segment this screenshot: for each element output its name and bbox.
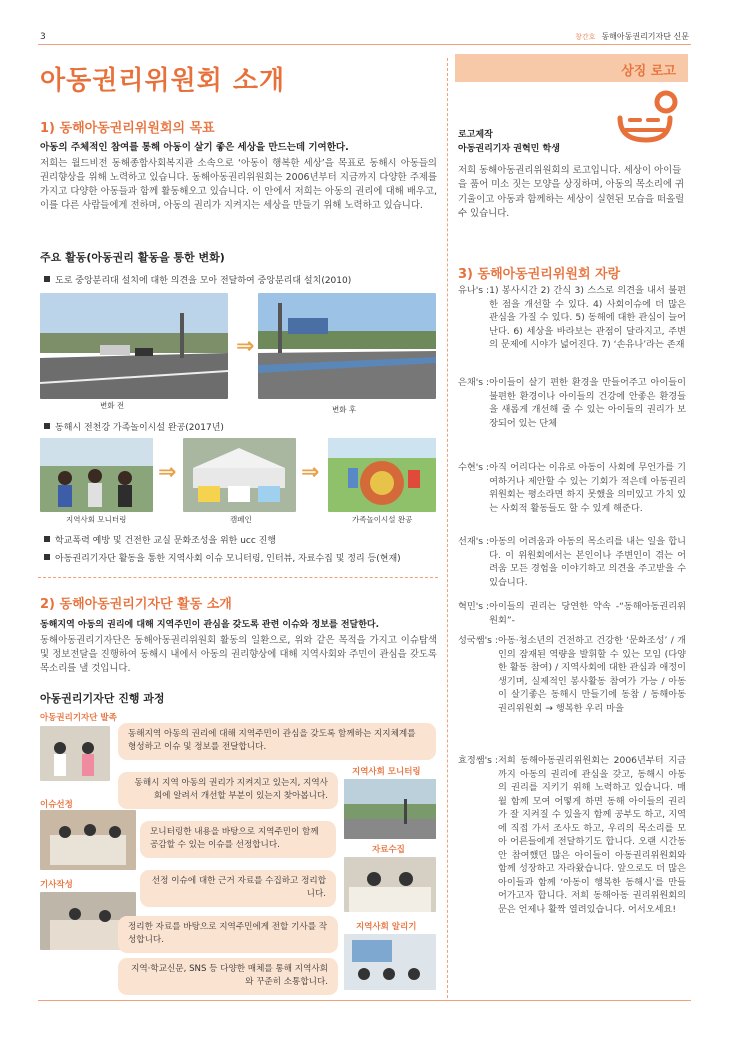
caption-facility: 가족놀이시설 완공 [352,515,413,524]
section-divider [38,577,438,578]
section1-lead: 아동의 주체적인 참여를 통해 아동이 살기 좋은 세상을 만드는데 기여한다. [40,142,349,153]
column-divider [447,58,448,998]
bubble-monitoring: 동해시 지역 아동의 권리가 지켜지고 있는지, 지역사회에 알려서 개선할 부분이 있는지 찾아봅니다. [118,772,338,809]
photo-issue [40,810,136,870]
photo-facility [328,438,436,512]
caption-monitoring: 지역사회 모니터링 [66,515,127,524]
bubble-collect: 선정 이슈에 대한 근거 자료를 수집하고 정리합니다. [140,870,336,907]
arrow-icon: ⇒ [158,460,177,485]
section2-lead: 동해지역 아동의 권리에 대해 지역주민이 관심을 갖도록 관련 이슈와 정보를 전달한다. [40,620,380,630]
photo-monitoring-stage [344,779,436,839]
page-number: 3 [40,32,46,42]
arrow-icon: ⇒ [301,460,320,485]
boast-entry-seongguk: 성국쌤's : 아동·청소년의 건전하고 건강한 ‘문화조성’ / 개인의 잠재된 역량을 발휘할 수 있는 모임 (다양한 활동 참여) / 지역사회에 대한 관심과 애정이 생기며, 실제적인 봉사활동 참여가 가능 / 아동이 살기좋은 동해시 만들기에 동참 / 동해아동권리위원회 → 행복한 우리 마을 [458,635,686,714]
section2-title: 2) 동해아동권리기자단 활동 소개 [40,597,232,612]
bullet-ucc: 학교폭력 예방 및 건전한 교실 문화조성을 위한 ucc 진행 [44,533,276,546]
paper-name [575,31,689,42]
section3-title: 3) 동해아동권리위원회 자랑 [458,267,621,282]
bubble-article: 정리한 자료를 바탕으로 지역주민에게 전할 기사를 작성합니다. [118,916,338,953]
photo-road-before [40,293,228,399]
activities-title: 주요 활동(아동권리 활동을 통한 변화) [40,251,225,264]
process-title: 아동권리기자단 진행 과정 [40,692,165,705]
photo-monitoring [40,438,153,512]
arrow-icon: ⇒ [236,334,255,359]
smile-logo-icon [612,90,688,148]
bullet-median-strip: 도로 중앙분리대 설치에 대한 의견을 모아 전달하여 중앙분리대 설치(2010) [44,273,351,286]
bubble-launch: 동해지역 아동의 권리에 대해 지역주민이 관심을 갖도록 함께하는 지지체계를 형성하고 이슈 및 정보를 전달합니다. [118,723,436,760]
boast-entry-eunchae: 은채's : 아이들이 살기 편한 환경을 만들어주고 아이들이 불편한 환경이나 아이들의 건강에 안좋은 환경들을 새롭게 개선해 줄 수 있는 아이들의 권리가 보장되어 있는 단체 [458,377,686,429]
photo-collect [344,857,436,912]
header-divider [38,44,691,45]
photo-road-after [258,293,436,399]
photo-launch [40,726,110,781]
boast-entry-yuna: 유나's : 1) 봉사시간 2) 간식 3) 스스로 의견을 내서 불편한 점을 개선할 수 있다. 4) 사회이슈에 더 많은 관심을 가질 수 있다. 5) 동해에 대한 관심이 늘어난다. 6) 세상을 바라보는 관점이 달라지고, 주변의 문제에 시야가 넓어진다. 7) ‘손유나’라는 존재 [458,285,686,350]
volume-label: 창간호 [575,33,596,41]
bubble-issue: 모니터링한 내용을 바탕으로 지역주민이 함께 공감할 수 있는 이슈를 선정합니다. [140,821,336,858]
stage-monitoring-label: 지역사회 모니터링 [352,767,421,777]
logo-section-title: 상징 로고 [621,64,676,79]
stage-notify-label: 지역사회 알리기 [356,922,417,932]
boast-entry-seonjae: 선재's : 아동의 어려움과 아동의 목소리를 내는 일을 합니다. 이 위원회에서는 본인이나 주변인이 겪는 어려움 모든 경험을 이야기하고 의견을 주고받을 수 있습니다. [458,536,686,588]
caption-after: 변화 후 [332,405,357,414]
stage-collect-label: 자료수집 [372,845,405,855]
logo-maker: 로고제작 아동권리기자 권혁민 학생 [458,130,560,154]
stage-article-label: 기사작성 [40,880,73,890]
boast-entry-suhyun: 수현's : 아직 어리다는 이유로 아동이 사회에 무언가를 기여하거나 제안할 수 있는 기회가 적은데 아동권리위원회는 평소라면 하지 못했을 의미있고 가치 있는 사회적 활동들도 할 수 있게 해준다. [458,462,686,514]
section1-title: 1) 동해아동권리위원회의 목표 [40,121,215,136]
stage-launch-label: 아동권리기자단 발족 [40,713,117,723]
section1-paragraph: 저희는 월드비전 동해종합사회복지관 소속으로 ‘아동이 행복한 세상’을 목표로 동해시 아동들의 권리향상을 위해 노력하고 있습니다. 동해아동권리위원회는 2006년부터 지금까지 다양한 주제를 가지고 다양한 아동들과 함께 활동해오고 있습니다. 이 안에서 저희는 아동의 권리에 대해 배우고, 이를 다른 사람들에게 전하며, 아동의 권리가 지켜지는 세상을 만들기 위해 노력하고 있습니다. [40,158,437,211]
boast-entry-hyukmin: 혁민's : 아이들의 권리는 당연한 약속 -“동해아동권리위원회”- [458,601,686,626]
boast-entry-hyojeong: 효정쌤's : 저희 동해아동권리위원회는 2006년부터 지금까지 아동의 권리에 관심을 갖고, 동해시 아동의 권리를 지키기 위해 노력하고 있습니다. 매월 함께 모여 어떻게 하면 동해 아이들의 권리가 잘 지켜질 수 있을지 함께 공부도 하고, 지역에 직접 가서 조사도 하고, 우리의 목소리를 모아 어른들에게 전달하기도 합니다. 오랜 시간동안 참여했던 많은 아이들이 아동권리위원회와 함께 성장하고 자라왔습니다. 앞으로도 더 많은 아이들과 함께 ‘아동이 행복한 동해시’를 만들어가고자 합니다. 저희 동해아동 권리위원회의 문은 언제나 활짝 열려있습니다. 어서오세요! [458,755,686,915]
stage-issue-label: 이슈선정 [40,800,73,810]
page-title: 아동권리위원회 소개 [40,66,286,96]
paper-title: 동해아동권리기자단 신문 [601,32,689,41]
bullet-family-facility: 동해시 전천강 가족놀이시설 완공(2017년) [44,420,224,433]
logo-section-header [455,54,688,82]
photo-notify [344,934,436,990]
photo-campaign [183,438,296,512]
logo-description: 저희 동해아동권리위원회의 로고입니다. 세상이 아이들을 품어 미소 짓는 모양을 상징하며, 아동의 목소리에 귀 기울이고 아동과 함께하는 세상이 실현된 모습을 떠올릴 수 있습니다. [458,165,685,219]
caption-before: 변화 전 [100,401,125,410]
caption-campaign: 캠페인 [230,515,252,524]
footer-divider [38,1000,691,1001]
section2-paragraph: 동해아동권리기자단은 동해아동권리위원회 활동의 일환으로, 위와 같은 목적을 가지고 이슈탐색 및 정보전달을 진행하여 동해시 내에서 아동의 권리향상에 대해 지역사회와 주민이 관심을 갖도록 목소리를 낼 것입니다. [40,635,437,674]
bubble-notify: 지역·학교신문, SNS 등 다양한 매체를 통해 지역사회와 꾸준히 소통합니다. [118,958,338,995]
bullet-reporters: 아동권리기자단 활동을 통한 지역사회 이슈 모니터링, 인터뷰, 자료수집 및 정리 등(현재) [44,551,401,564]
